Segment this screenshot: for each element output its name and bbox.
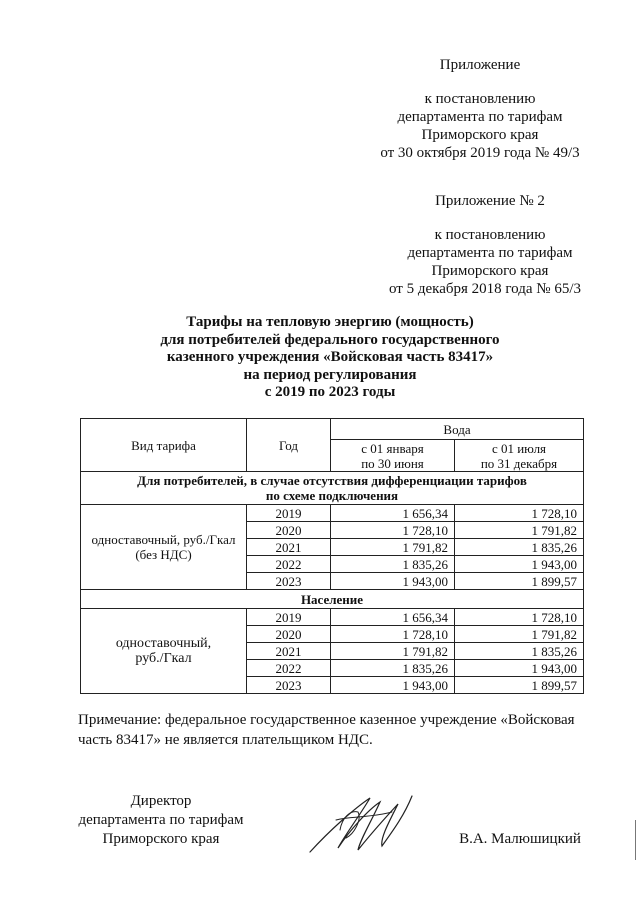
tariff-type-cell xyxy=(81,609,247,694)
year-cell: 2020 xyxy=(247,626,331,643)
scan-edge-line xyxy=(635,820,636,860)
year-cell: 2023 xyxy=(247,677,331,694)
value-cell: 1 728,10 xyxy=(331,522,455,539)
title-line: казенного учреждения «Войсковая часть 83417» xyxy=(166,349,494,365)
value-cell: 1 656,34 xyxy=(331,505,455,522)
value-cell: 1 791,82 xyxy=(455,626,584,643)
year-cell: 2020 xyxy=(247,522,331,539)
year-cell: 2022 xyxy=(247,660,331,677)
signatory-title-line: Приморского края xyxy=(102,831,220,847)
tariff-type-line: одноставочный, руб./Гкал xyxy=(91,532,236,547)
year-cell: 2022 xyxy=(247,556,331,573)
header-period-2 xyxy=(455,440,584,472)
value-cell: 1 791,82 xyxy=(455,522,584,539)
section-row xyxy=(81,590,584,609)
note xyxy=(78,710,598,750)
year-cell: 2019 xyxy=(247,609,331,626)
value-cell: 1 943,00 xyxy=(455,660,584,677)
signatory-title-line: департамента по тарифам xyxy=(78,812,244,828)
title-line: для потребителей федерального государственного xyxy=(160,331,500,348)
table-header-row xyxy=(81,419,584,440)
appendix2-ref-date: от 5 декабря 2018 года № 65/3 xyxy=(388,281,581,297)
appendix2-title: Приложение № 2 xyxy=(435,193,545,209)
value-cell: 1 835,26 xyxy=(455,643,584,660)
value-cell: 1 899,57 xyxy=(455,677,584,694)
year-cell: 2021 xyxy=(247,643,331,660)
note-line: Примечание: федеральное государственное казенное учреждение «Войсковая xyxy=(78,712,575,728)
header-period-1 xyxy=(331,440,455,472)
appendix2-ref-line: Приморского края xyxy=(431,263,549,279)
value-cell: 1 835,26 xyxy=(455,539,584,556)
tariff-type-line: руб./Гкал xyxy=(135,651,192,666)
signatory-title-line: Директор xyxy=(130,793,192,809)
value-cell: 1 943,00 xyxy=(331,573,455,590)
appendix-title: Приложение xyxy=(439,57,521,73)
header-year: Год xyxy=(247,419,331,472)
year-cell: 2021 xyxy=(247,539,331,556)
title-line: Тарифы на тепловую энергию (мощность) xyxy=(186,314,474,330)
appendix-ref-line: к постановлению xyxy=(424,91,536,107)
value-cell: 1 943,00 xyxy=(331,677,455,694)
value-cell: 1 728,10 xyxy=(331,626,455,643)
title-line: с 2019 по 2023 годы xyxy=(264,384,396,400)
value-cell: 1 835,26 xyxy=(331,660,455,677)
value-cell: 1 835,26 xyxy=(331,556,455,573)
appendix2-ref-line: департамента по тарифам xyxy=(407,245,573,261)
value-cell: 1 791,82 xyxy=(331,643,455,660)
signatory-name: В.А. Малюшицкий xyxy=(459,831,581,847)
value-cell: 1 728,10 xyxy=(455,609,584,626)
appendix-ref-line: департамента по тарифам xyxy=(397,109,563,125)
note-line: часть 83417» не является плательщиком НДС. xyxy=(78,732,373,748)
value-cell: 1 943,00 xyxy=(455,556,584,573)
year-cell: 2023 xyxy=(247,573,331,590)
section-header-line: по схеме подключения xyxy=(265,488,399,503)
value-cell: 1 791,82 xyxy=(331,539,455,556)
header-tariff-type: Вид тарифа xyxy=(81,419,247,472)
header-period-2-from: с 01 июля xyxy=(491,440,547,456)
value-cell: 1 656,34 xyxy=(331,609,455,626)
handwritten-signature xyxy=(300,790,420,860)
appendix2-ref-line: к постановлению xyxy=(434,227,546,243)
section-header-population: Население xyxy=(81,590,584,609)
section-header-line: Для потребителей, в случае отсутствия дифференциации тарифов xyxy=(137,473,527,488)
header-period-1-to: по 30 июня xyxy=(361,455,424,471)
appendix-ref-line: Приморского края xyxy=(421,127,539,143)
signatory-title xyxy=(66,792,256,849)
table-row xyxy=(81,505,584,522)
section-row xyxy=(81,472,584,505)
tariff-type-cell xyxy=(81,505,247,590)
tariff-table xyxy=(80,418,584,694)
header-water: Вода xyxy=(331,419,584,440)
title-line: на период регулирования xyxy=(243,366,417,383)
tariff-type-line: (без НДС) xyxy=(135,547,192,562)
value-cell: 1 899,57 xyxy=(455,573,584,590)
tariff-type-line: одноставочный, xyxy=(115,636,212,651)
year-cell: 2019 xyxy=(247,505,331,522)
header-period-2-to: по 31 декабря xyxy=(480,455,558,471)
appendix-ref-date: от 30 октября 2019 года № 49/3 xyxy=(380,145,580,161)
section-header-consumers xyxy=(81,472,584,505)
table-row xyxy=(81,609,584,626)
value-cell: 1 728,10 xyxy=(455,505,584,522)
header-period-1-from: с 01 января xyxy=(361,440,424,456)
document-title xyxy=(120,314,540,402)
